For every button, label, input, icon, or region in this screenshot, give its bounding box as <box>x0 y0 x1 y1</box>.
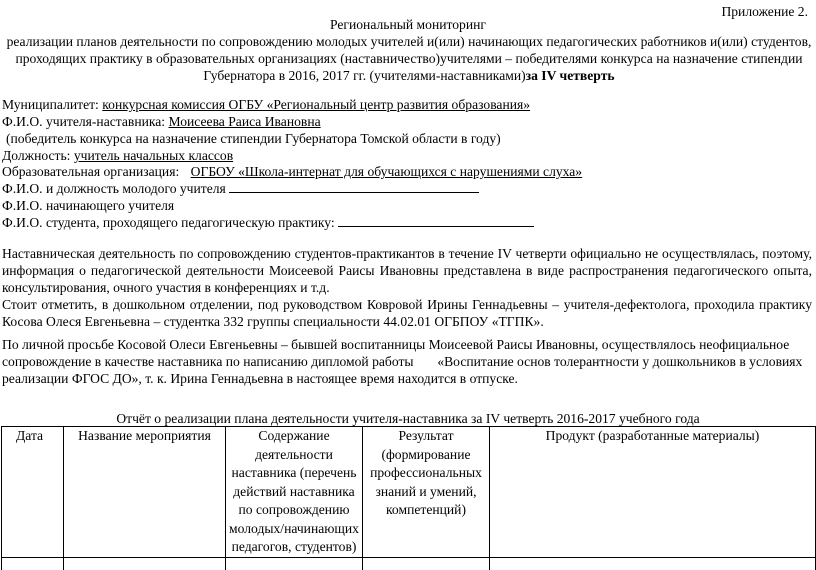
beginning-teacher-label: Ф.И.О. начинающего учителя <box>2 198 175 213</box>
mentor-row <box>2 113 321 130</box>
paragraph-activity: Наставническая деятельность по сопровождению студентов-практикантов в течение IV четверти официально не осуществлялась, поэтому, информация о педагогической деятельности Моисеевой Раисы Ивановны представлена в виде распространения педагогического опыта, консультирования, очного участия в конференциях и т.д. <box>2 246 812 295</box>
position-label: Должность: <box>2 148 71 163</box>
column-header-product: Продукт (разработанные материалы) <box>490 427 816 558</box>
beginning-teacher-row <box>2 197 174 214</box>
report-title: Отчёт о реализации плана деятельности учителя-наставника за IV четверть 2016-2017 учебного года <box>116 411 700 426</box>
municipality-label: Муниципалитет: <box>2 97 99 112</box>
paragraph-request-line-2: сопровождение в качестве наставника по написанию дипломой работы «Воспитание основ толерантности у дошкольников в условиях <box>2 354 803 369</box>
paragraph-request <box>2 336 812 387</box>
young-teacher-blank <box>229 180 479 193</box>
position-row <box>2 147 233 164</box>
mentor-note: (победитель конкурса на назначение стипендии Губернатора Томской области в году) <box>6 131 501 146</box>
document-subtitle <box>6 33 812 84</box>
paragraph-request-line-3: реализации ФГОС ДО», т. к. Ирина Геннадьевна в настоящее время находится в отпуске. <box>2 371 518 386</box>
position-value: учитель начальных классов <box>73 148 234 163</box>
mentor-value: Моисеева Раиса Ивановна <box>168 114 321 129</box>
appendix-label: Приложение 2. <box>721 4 808 19</box>
organization-label: Образовательная организация: <box>2 164 180 179</box>
column-header-event: Название мероприятия <box>64 427 226 558</box>
subtitle-text: реализации планов деятельности по сопровождению молодых учителей и(или) начинающих педагогических работников и(или) студентов, проходящих практику в образовательных организациях (наставничество)учителями – победителями конкурса на назначение стипендии Губернатора в 2016, 2017 гг. (учителями-наставниками) <box>6 34 812 83</box>
paragraph-practice: Стоит отметить, в дошкольном отделении, под руководством Ковровой Ирины Геннадьевны – учителя-дефектолога, проходила практику Косова Олеся Евгеньевна – студентка 332 группы специальности 44.02.01 ОГБПОУ «ТГПК». <box>2 297 812 329</box>
student-row <box>2 214 534 231</box>
table-header-row <box>2 427 816 558</box>
young-teacher-label: Ф.И.О. и должность молодого учителя <box>2 181 226 196</box>
municipality-value: конкурсная комиссия ОГБУ «Региональный центр развития образования» <box>102 97 531 112</box>
column-header-result: Результат (формирование профессиональных знаний и умений, компетенций) <box>363 427 490 558</box>
student-label: Ф.И.О. студента, проходящего педагогическую практику: <box>2 215 335 230</box>
column-header-date: Дата <box>2 427 64 558</box>
column-header-content: Содержание деятельности наставника (перечень действий наставника по сопровождению молодых/начинающих педагогов, студентов) <box>226 427 363 558</box>
organization-value: ОГБОУ «Школа-интернат для обучающихся с нарушениями слуха» <box>190 164 583 179</box>
young-teacher-row <box>2 180 479 197</box>
municipality-row <box>2 96 530 113</box>
report-table <box>1 426 816 570</box>
mentor-label: Ф.И.О. учителя-наставника: <box>2 114 166 129</box>
paragraph-request-line-1: По личной просьбе Косовой Олеси Евгеньевны – бывшей воспитанницы Моисеевой Раисы Ивановны, осуществлялось неофициальное <box>2 337 790 352</box>
student-blank <box>338 214 534 227</box>
subtitle-period: за IV четверть <box>525 68 615 83</box>
organization-row <box>2 163 582 180</box>
document-title: Региональный мониторинг <box>330 17 486 32</box>
